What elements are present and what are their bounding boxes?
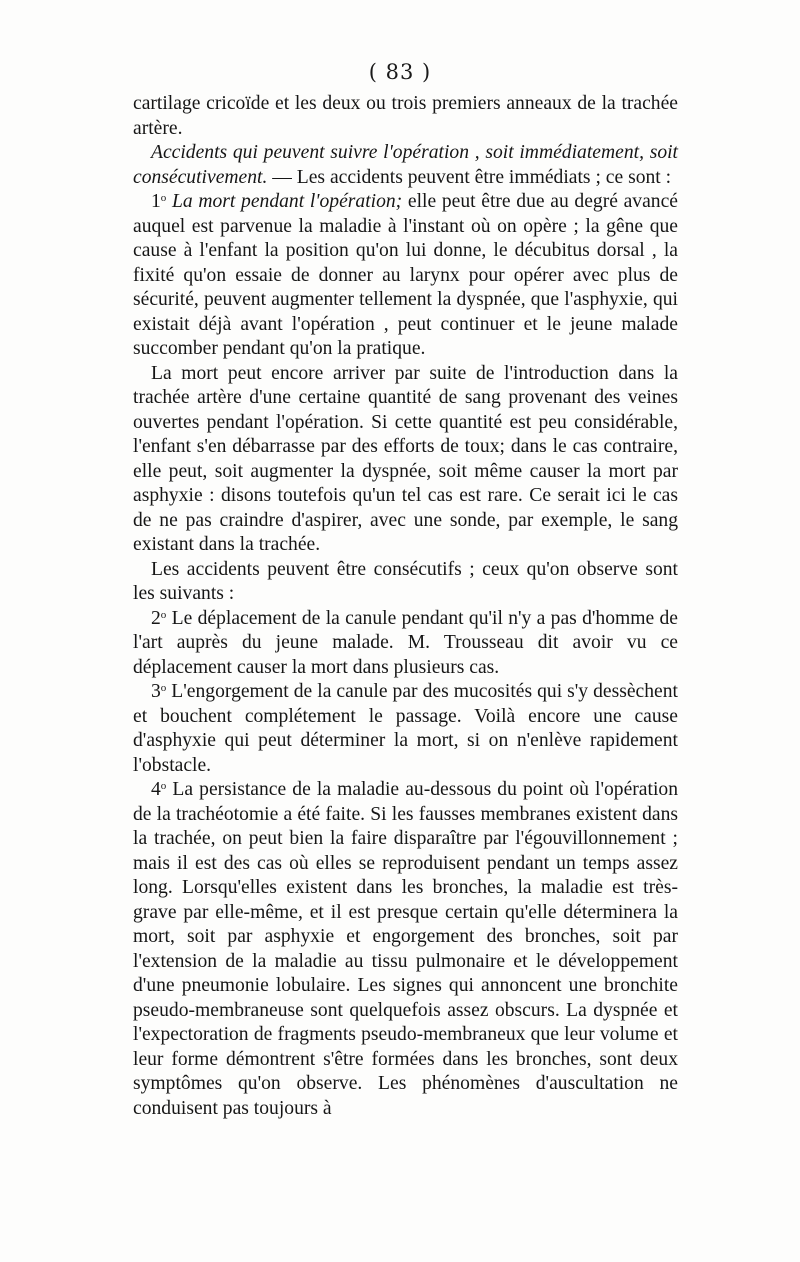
paragraph-blood: La mort peut encore arriver par suite de l'introduction dans la trachée artère d'une certaine quantité de sang provenant des veines ouvertes pendant l'opération. Si cette quantité est peu considérable, l'enfant s'en débarrasse par des efforts de toux; dans le cas contraire, elle peut, soit augmenter la dyspnée, soit même causer la mort par asphyxie : disons toutefois qu'un tel cas est rare. Ce serait ici le cas de ne pas craindre d'aspirer, avec une sonde, par exemple, le sang existant dans la trachée. xyxy=(133,362,678,555)
paragraph-text: elle peut être due au degré avancé auquel est parvenue la maladie à l'instant où on opère ; la gêne que cause à l'enfant la position qu'on lui donne, le décubitus dorsal , la fixité qu'on essaie de donner au larynx pour opérer avec plus de sécurité, peuvent augmenter tellement la dyspnée, que l'asphyxie, qui existait déjà avant l'opération , peut continuer et le jeune malade succomber pendant qu'on la pratique. xyxy=(133,191,678,359)
item-number: 3 xyxy=(151,681,161,702)
paragraph-text: La persistance de la maladie au-dessous du point où l'opération de la trachéotomie a été faite. Si les fausses membranes existent dans la trachée, on peut bien la faire disparaître par l'égouvillonnement ; mais il est des cas où elles se reproduisent pendant un temps assez long. Lorsqu'elles existent dans les bronches, la maladie est très-grave par elle-même, et il est presque certain qu'elle déterminera la mort, soit par asphyxie et engorgement des bronches, soit par l'extension de la maladie au tissu pulmonaire et le développement d'une pneumonie lobulaire. Les signes qui annoncent une bronchite pseudo-membraneuse sont quelquefois assez obscurs. La dyspnée et l'expectoration de fragments pseudo-membraneux que leur volume et leur forme démontrent s'être formées dans les bronches, sont deux symptômes qu'on observe. Les phénomènes d'auscultation ne conduisent pas toujours à xyxy=(133,779,678,1119)
item-number: 2 xyxy=(151,607,161,629)
item-heading: La mort pendant l'opération; xyxy=(171,191,403,212)
section-heading: Accidents qui peuvent suivre l'opération , soit immédiatement, soit consécutivement. xyxy=(133,142,678,188)
paragraph-item-3 xyxy=(133,680,678,778)
body-text xyxy=(133,92,678,1121)
ordinal-mark: o xyxy=(160,682,167,694)
page-number: ( 83 ) xyxy=(368,60,432,84)
paragraph-text: — Les accidents peuvent être immédiats ; ce sont : xyxy=(267,166,672,188)
paragraph-accidents-intro xyxy=(133,141,678,190)
item-number: 1 xyxy=(151,191,161,212)
ordinal-mark: o xyxy=(160,608,167,621)
ordinal-mark: o xyxy=(160,192,167,204)
paragraph-text: Le déplacement de la canule pendant qu'il n'y a pas d'homme de l'art auprès du jeune malade. M. Trousseau dit avoir vu ce déplacement causer la mort dans plusieurs cas. xyxy=(133,607,678,678)
paragraph-item-1 xyxy=(133,190,678,362)
paragraph-item-4 xyxy=(133,778,678,1121)
paragraph-continuation: cartilage cricoïde et les deux ou trois premiers anneaux de la trachée artère. xyxy=(133,93,678,139)
ordinal-mark: o xyxy=(160,780,167,792)
paragraph-text: L'engorgement de la canule par des mucosités qui s'y dessèchent et bouchent complétement le passage. Voilà encore une cause d'asphyxie qui peut déterminer la mort, si on n'enlève rapidement l'obstacle. xyxy=(133,681,678,776)
paragraph-consecutive: Les accidents peuvent être consécutifs ; ceux qu'on observe sont les suivants : xyxy=(133,558,678,604)
paragraph-item-2 xyxy=(133,607,678,681)
item-number: 4 xyxy=(151,779,161,800)
